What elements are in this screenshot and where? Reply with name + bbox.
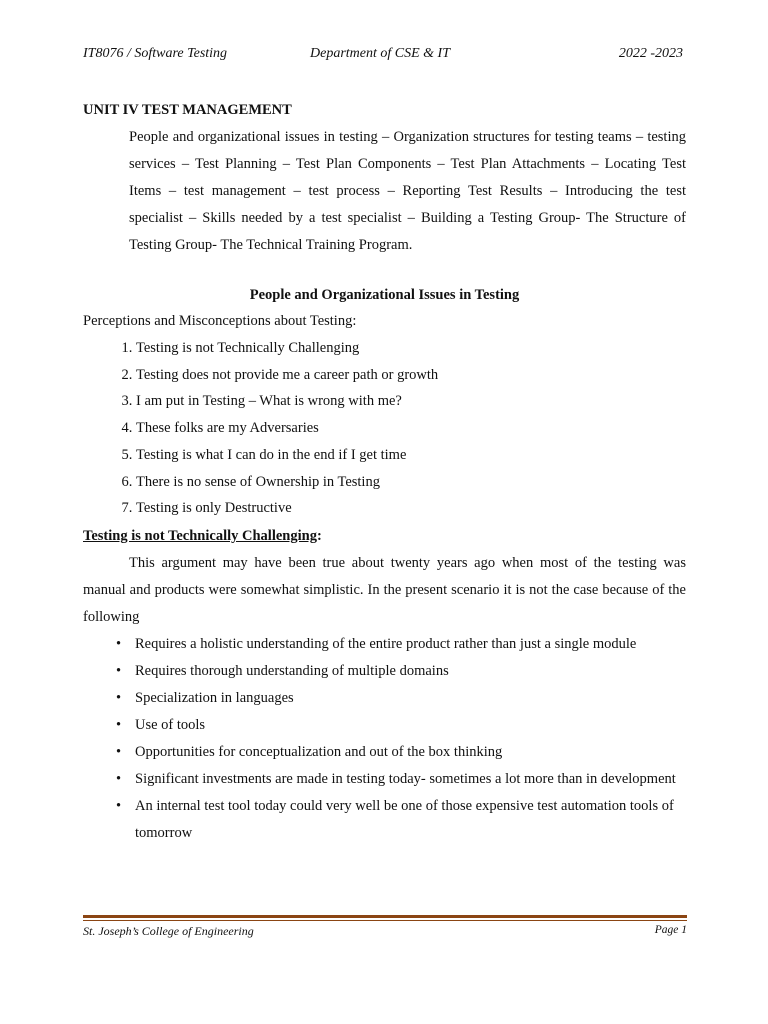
page-number: Page 1	[654, 924, 687, 936]
list-item: 2. Testing does not provide me a career path or growth	[136, 362, 686, 389]
list-item: 4. These folks are my Adversaries	[136, 415, 686, 442]
perceptions-intro: Perceptions and Misconceptions about Testing:	[83, 313, 357, 329]
college-name: St. Joseph’s College of Engineering	[83, 924, 254, 938]
list-item: 5. Testing is what I can do in the end if I get time	[136, 442, 686, 469]
academic-year: 2022 -2023	[618, 46, 683, 61]
reasons-list	[83, 631, 686, 847]
department-name: Department of CSE & IT	[310, 46, 450, 61]
document-body	[83, 100, 686, 847]
footer-rule	[83, 915, 687, 918]
list-item: 7. Testing is only Destructive	[136, 495, 686, 522]
perceptions-list	[83, 335, 686, 522]
page-footer	[83, 924, 687, 942]
page-header	[83, 46, 683, 66]
subsection-heading-text: Testing is not Technically Challenging	[83, 527, 317, 544]
unit-title: UNIT IV TEST MANAGEMENT	[83, 102, 292, 118]
list-item: • Specialization in languages	[135, 685, 686, 712]
list-item: • Requires a holistic understanding of the entire product rather than just a single module	[135, 631, 686, 658]
list-item: • An internal test tool today could very well be one of those expensive test automation tools of tomorrow	[135, 793, 686, 847]
section-title: People and Organizational Issues in Testing	[249, 287, 520, 303]
list-item: • Use of tools	[135, 712, 686, 739]
subsection-heading-colon: :	[316, 527, 322, 544]
list-item: 1. Testing is not Technically Challenging	[136, 335, 686, 362]
footer-rule-thin	[83, 920, 687, 921]
list-item: • Significant investments are made in testing today- sometimes a lot more than in development	[135, 766, 686, 793]
list-item: 6. There is no sense of Ownership in Testing	[136, 469, 686, 496]
list-item: • Opportunities for conceptualization and out of the box thinking	[135, 739, 686, 766]
subsection-heading	[83, 524, 686, 548]
course-title: IT8076 / Software Testing	[83, 46, 228, 61]
list-item: • Requires thorough understanding of multiple domains	[135, 658, 686, 685]
list-item: 3. I am put in Testing – What is wrong with me?	[136, 388, 686, 415]
unit-summary: People and organizational issues in testing – Organization structures for testing teams – testing services – Test Planning – Test Plan Components – Test Plan Attachments – Locating Test Items – test management – test process – Reporting Test Results – Introducing the test specialist – Skills needed by a test specialist – Building a Testing Group- The Structure of Testing Group- The Technical Training Program.	[129, 129, 686, 253]
subsection-paragraph: This argument may have been true about twenty years ago when most of the testing was manual and products were somewhat simplistic. In the present scenario it is not the case because of the following	[83, 554, 686, 625]
